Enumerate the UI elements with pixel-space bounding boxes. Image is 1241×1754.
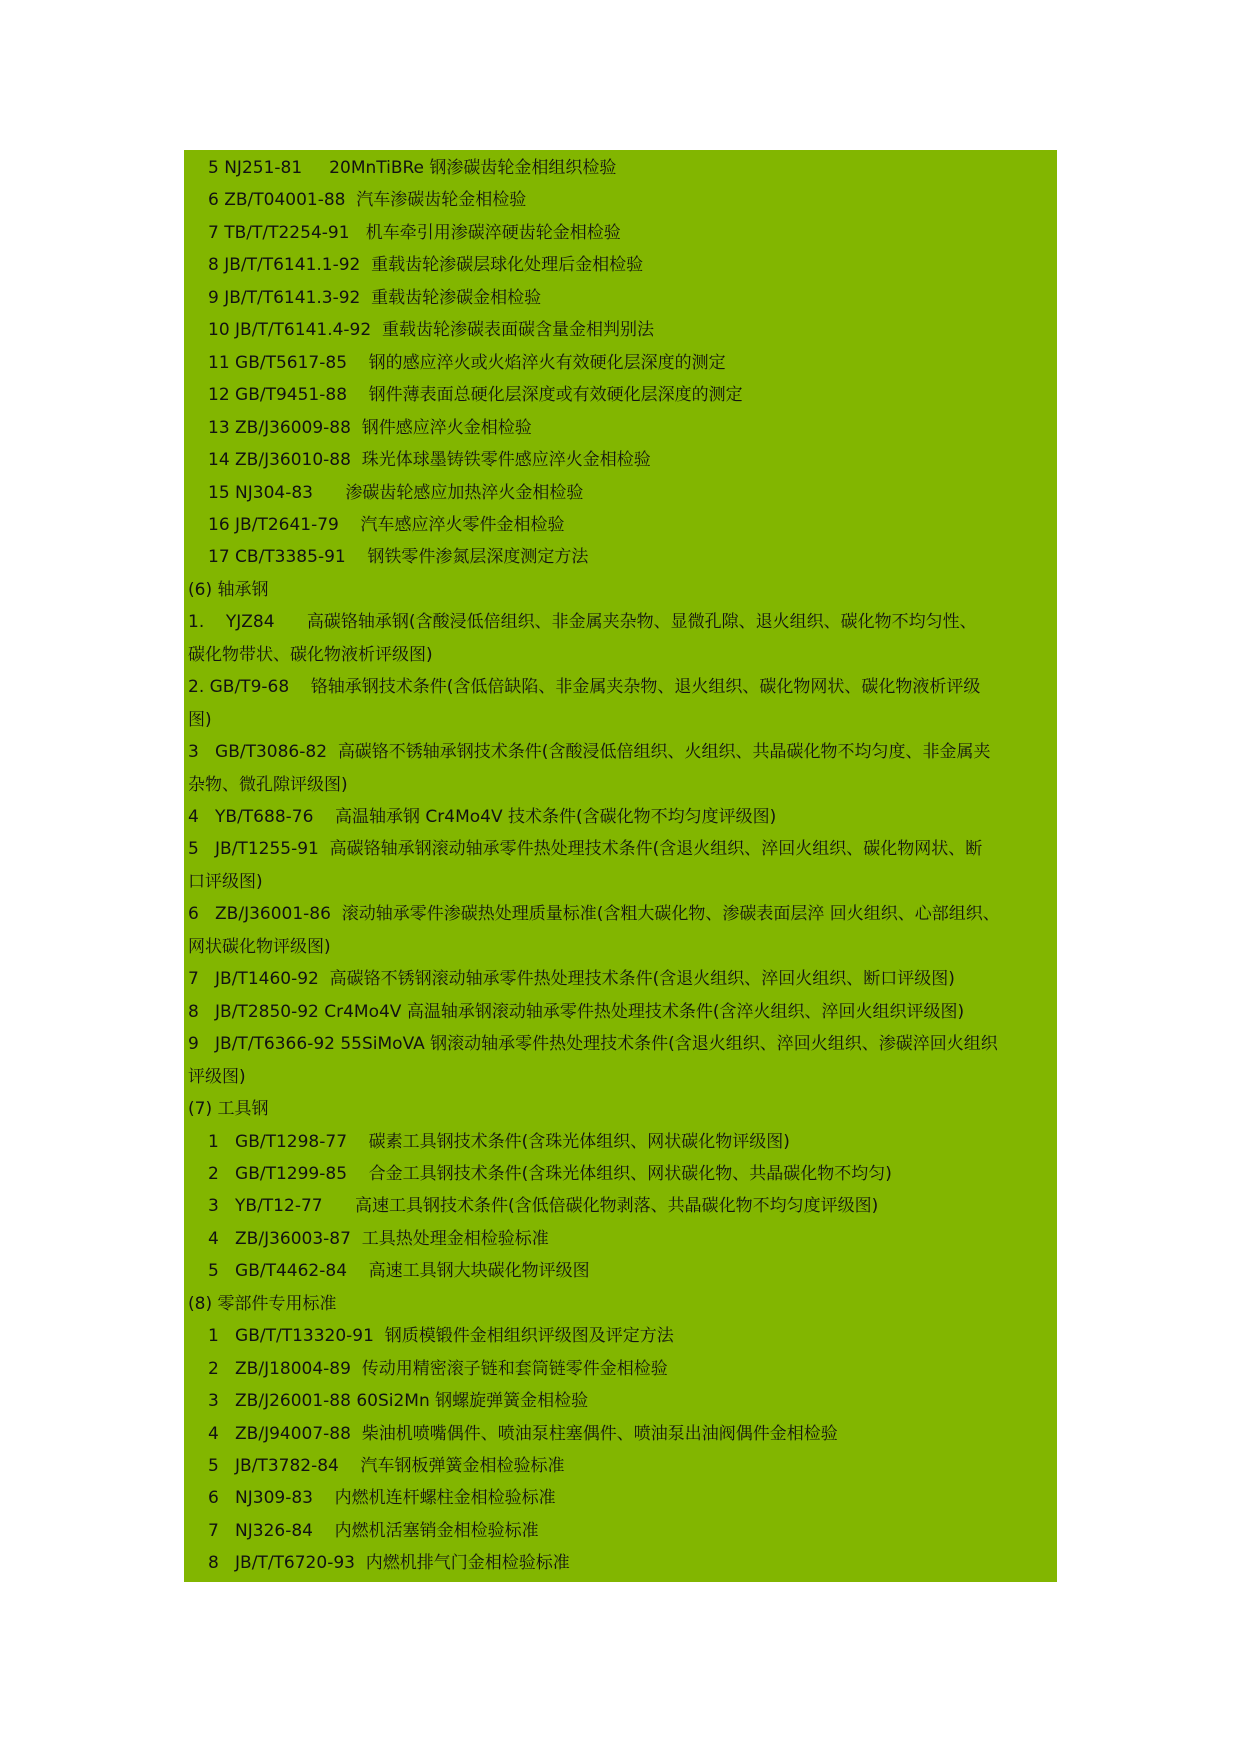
text-line: 5 JB/T3782-84 汽车钢板弹簧金相检验标准 — [208, 1456, 565, 1476]
text-line: 4 ZB/J36003-87 工具热处理金相检验标准 — [208, 1228, 549, 1249]
text-line: 13 ZB/J36009-88 钢件感应淬火金相检验 — [208, 417, 532, 438]
text-line: 9 JB/T/T6141.3-92 重载齿轮渗碳金相检验 — [208, 287, 542, 308]
text-line: 3 GB/T3086-82 高碳铬不锈轴承钢技术条件(含酸浸低倍组织、火组织、共晶碳化物不均匀度、非金属夹 — [188, 742, 991, 763]
text-line: 5 NJ251-81 20MnTiBRe 钢渗碳齿轮金相组织检验 — [208, 158, 617, 178]
text-line: 网状碳化物评级图) — [188, 936, 331, 957]
text-line: 1 GB/T/T13320-91 钢质模锻件金相组织评级图及评定方法 — [208, 1326, 674, 1347]
text-line: 2 ZB/J18004-89 传动用精密滚子链和套筒链零件金相检验 — [208, 1358, 668, 1379]
text-line: 5 GB/T4462-84 高速工具钢大块碳化物评级图 — [208, 1261, 590, 1282]
text-line: 2. GB/T9-68 铬轴承钢技术条件(含低倍缺陷、非金属夹杂物、退火组织、碳化物网状、碳化物液析评级 — [188, 677, 981, 698]
text-line: 15 NJ304-83 渗碳齿轮感应加热淬火金相检验 — [208, 482, 584, 503]
text-line: 8 JB/T/T6141.1-92 重载齿轮渗碳层球化处理后金相检验 — [208, 255, 644, 276]
text-line: 7 JB/T1460-92 高碳铬不锈钢滚动轴承零件热处理技术条件(含退火组织、淬回火组织、断口评级图) — [188, 969, 955, 990]
text-line: 8 JB/T2850-92 Cr4Mo4V 高温轴承钢滚动轴承零件热处理技术条件(含淬火组织、淬回火组织评级图) — [188, 1001, 965, 1022]
text-line: 6 NJ309-83 内燃机连杆螺柱金相检验标准 — [208, 1488, 556, 1509]
text-line: 杂物、微孔隙评级图) — [188, 774, 348, 795]
text-line: 4 ZB/J94007-88 柴油机喷嘴偶件、喷油泵柱塞偶件、喷油泵出油阀偶件金相检验 — [208, 1423, 838, 1444]
text-line: 16 JB/T2641-79 汽车感应淬火零件金相检验 — [208, 514, 565, 535]
text-line: 10 JB/T/T6141.4-92 重载齿轮渗碳表面碳含量金相判别法 — [208, 320, 654, 341]
document-page — [184, 150, 1057, 1582]
text-line: 7 TB/T/T2254-91 机车牵引用渗碳淬硬齿轮金相检验 — [208, 222, 621, 243]
text-line: 9 JB/T/T6366-92 55SiMoVA 钢滚动轴承零件热处理技术条件(含退火组织、淬回火组织、渗碳淬回火组织 — [188, 1034, 998, 1055]
text-line: 图) — [188, 709, 212, 730]
text-line: 1 GB/T1298-77 碳素工具钢技术条件(含珠光体组织、网状碳化物评级图) — [208, 1131, 790, 1152]
text-line: 12 GB/T9451-88 钢件薄表面总硬化层深度或有效硬化层深度的测定 — [208, 385, 743, 406]
text-line: 7 NJ326-84 内燃机活塞销金相检验标准 — [208, 1520, 539, 1541]
text-line: 碳化物带状、碳化物液析评级图) — [188, 644, 433, 665]
text-line: 1. YJZ84 高碳铬轴承钢(含酸浸低倍组织、非金属夹杂物、显微孔隙、退火组织、碳化物不均匀性、 — [188, 612, 977, 633]
text-line: (8) 零部件专用标准 — [188, 1293, 337, 1314]
text-line: 5 JB/T1255-91 高碳铬轴承钢滚动轴承零件热处理技术条件(含退火组织、淬回火组织、碳化物网状、断 — [188, 839, 983, 860]
text-line: 3 ZB/J26001-88 60Si2Mn 钢螺旋弹簧金相检验 — [208, 1391, 589, 1412]
text-line: 11 GB/T5617-85 钢的感应淬火或火焰淬火有效硬化层深度的测定 — [208, 352, 726, 373]
text-line: 3 YB/T12-77 高速工具钢技术条件(含低倍碳化物剥落、共晶碳化物不均匀度评级图) — [208, 1196, 879, 1217]
text-line: 17 CB/T3385-91 钢铁零件渗氮层深度测定方法 — [208, 547, 589, 568]
text-line: (6) 轴承钢 — [188, 579, 269, 600]
text-line: 6 ZB/J36001-86 滚动轴承零件渗碳热处理质量标准(含粗大碳化物、渗碳表面层淬 回火组织、心部组织、 — [188, 904, 1000, 925]
text-line: 口评级图) — [188, 871, 263, 892]
text-line: 8 JB/T/T6720-93 内燃机排气门金相检验标准 — [208, 1553, 570, 1574]
text-line: 6 ZB/T04001-88 汽车渗碳齿轮金相检验 — [208, 190, 527, 211]
text-line: 评级图) — [188, 1066, 246, 1087]
text-line: (7) 工具钢 — [188, 1099, 269, 1120]
text-line: 4 YB/T688-76 高温轴承钢 Cr4Mo4V 技术条件(含碳化物不均匀度评级图) — [188, 807, 777, 827]
text-line: 2 GB/T1299-85 合金工具钢技术条件(含珠光体组织、网状碳化物、共晶碳化物不均匀) — [208, 1163, 892, 1184]
text-line: 14 ZB/J36010-88 珠光体球墨铸铁零件感应淬火金相检验 — [208, 450, 651, 471]
